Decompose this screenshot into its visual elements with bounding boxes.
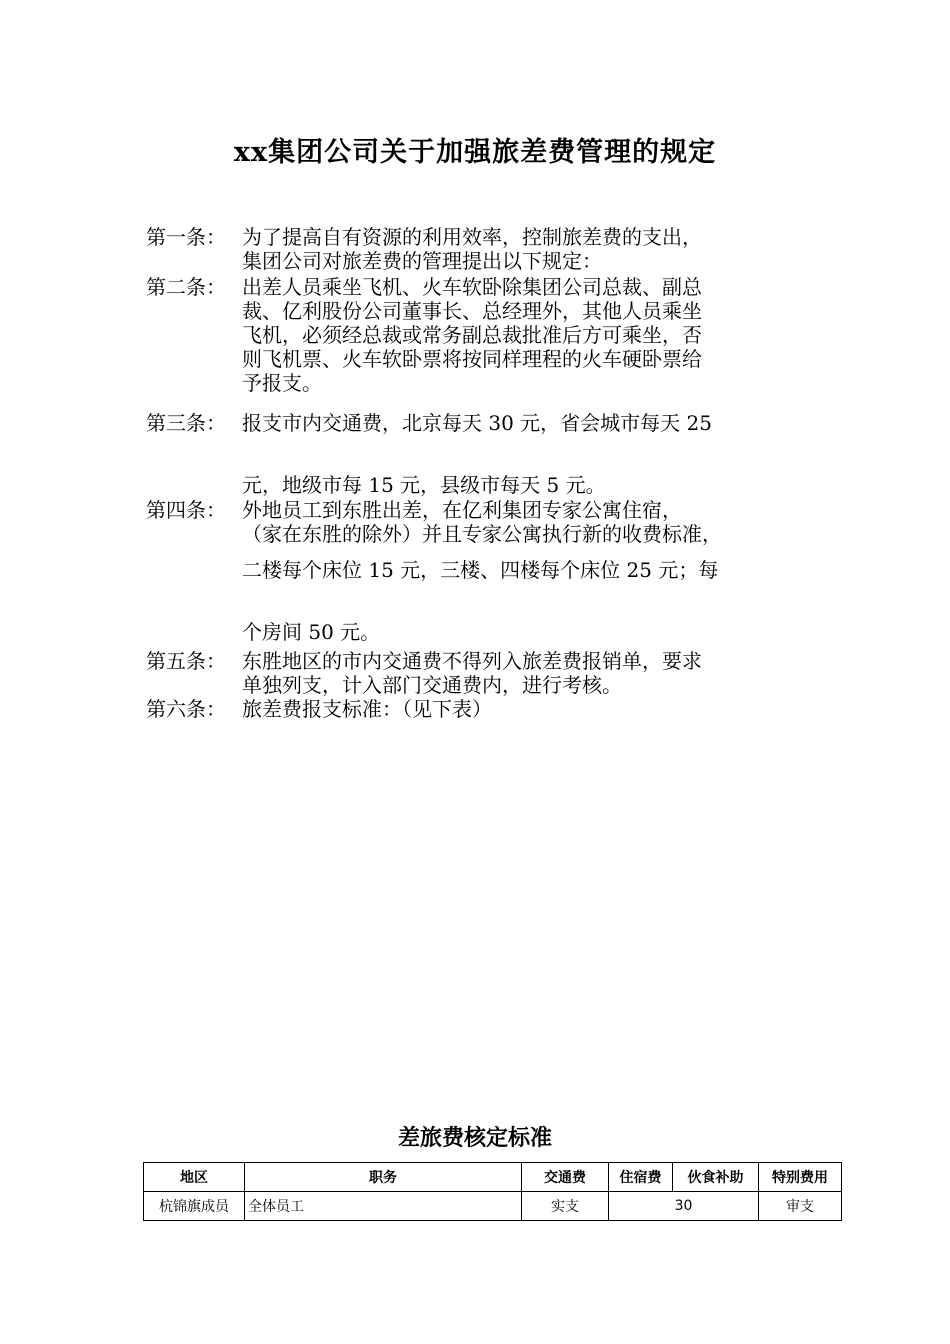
- clause-line: 飞机，必须经总裁或常务副总裁批准后方可乘坐，否: [242, 323, 702, 347]
- clause-line: （家在东胜的除外）并且专家公寓执行新的收费标准，: [242, 522, 722, 546]
- clause-line: 为了提高自有资源的利用效率，控制旅差费的支出，: [242, 225, 702, 249]
- header-region: 地区: [144, 1163, 245, 1192]
- clause-line: 东胜地区的市内交通费不得列入旅差费报销单，要求: [242, 649, 702, 673]
- clause-line: 集团公司对旅差费的管理提出以下规定：: [242, 249, 602, 273]
- clause-line: 予报支。: [242, 371, 322, 395]
- clause-4: [146, 498, 826, 644]
- clause-label: 第二条：: [146, 275, 226, 299]
- table-header-row: [144, 1163, 842, 1192]
- cell-region: 杭锦旗成员: [144, 1192, 245, 1221]
- header-transport: 交通费: [522, 1163, 609, 1192]
- clause-label: 第三条：: [146, 411, 226, 435]
- clause-1: [146, 225, 826, 273]
- cell-transport: 实支: [522, 1192, 609, 1221]
- clause-line: 外地员工到东胜出差，在亿利集团专家公寓住宿，: [242, 498, 682, 522]
- cell-lodging-meal: 30: [609, 1192, 759, 1221]
- header-lodging: 住宿费: [609, 1163, 673, 1192]
- clause-line: 裁、亿利股份公司董事长、总经理外，其他人员乘坐: [242, 299, 702, 323]
- clause-line: 旅差费报支标准：（见下表）: [242, 697, 492, 721]
- header-meal: 伙食补助: [673, 1163, 759, 1192]
- header-position: 职务: [245, 1163, 522, 1192]
- document-title: xx集团公司关于加强旅差费管理的规定: [233, 137, 717, 168]
- clause-label: 第四条：: [146, 498, 226, 522]
- clause-line: 出差人员乘坐飞机、火车软卧除集团公司总裁、副总: [242, 275, 702, 299]
- clause-5: [146, 649, 826, 697]
- clause-2: [146, 275, 826, 395]
- clause-label: 第五条：: [146, 649, 226, 673]
- clause-line: 报支市内交通费，北京每天 30 元，省会城市每天 25: [242, 411, 712, 435]
- expense-standard-table: [143, 1162, 842, 1221]
- table-title: 差旅费核定标准: [397, 1125, 552, 1151]
- clause-line: 二楼每个床位 15 元，三楼、四楼每个床位 25 元；每: [242, 558, 719, 582]
- clause-line: 个房间 50 元。: [242, 620, 381, 644]
- clause-line: 单独列支，计入部门交通费内，进行考核。: [242, 673, 622, 697]
- clause-line: 则飞机票、火车软卧票将按同样理程的火车硬卧票给: [242, 347, 702, 371]
- clause-3: [146, 411, 826, 497]
- clause-label: 第一条：: [146, 225, 226, 249]
- clause-label: 第六条：: [146, 697, 226, 721]
- cell-position: 全体员工: [245, 1192, 522, 1221]
- header-special: 特别费用: [759, 1163, 842, 1192]
- clause-6: [146, 697, 826, 721]
- table-row: [144, 1192, 842, 1221]
- cell-special: 审支: [759, 1192, 842, 1221]
- clause-line: 元，地级市每 15 元，县级市每天 5 元。: [242, 473, 606, 497]
